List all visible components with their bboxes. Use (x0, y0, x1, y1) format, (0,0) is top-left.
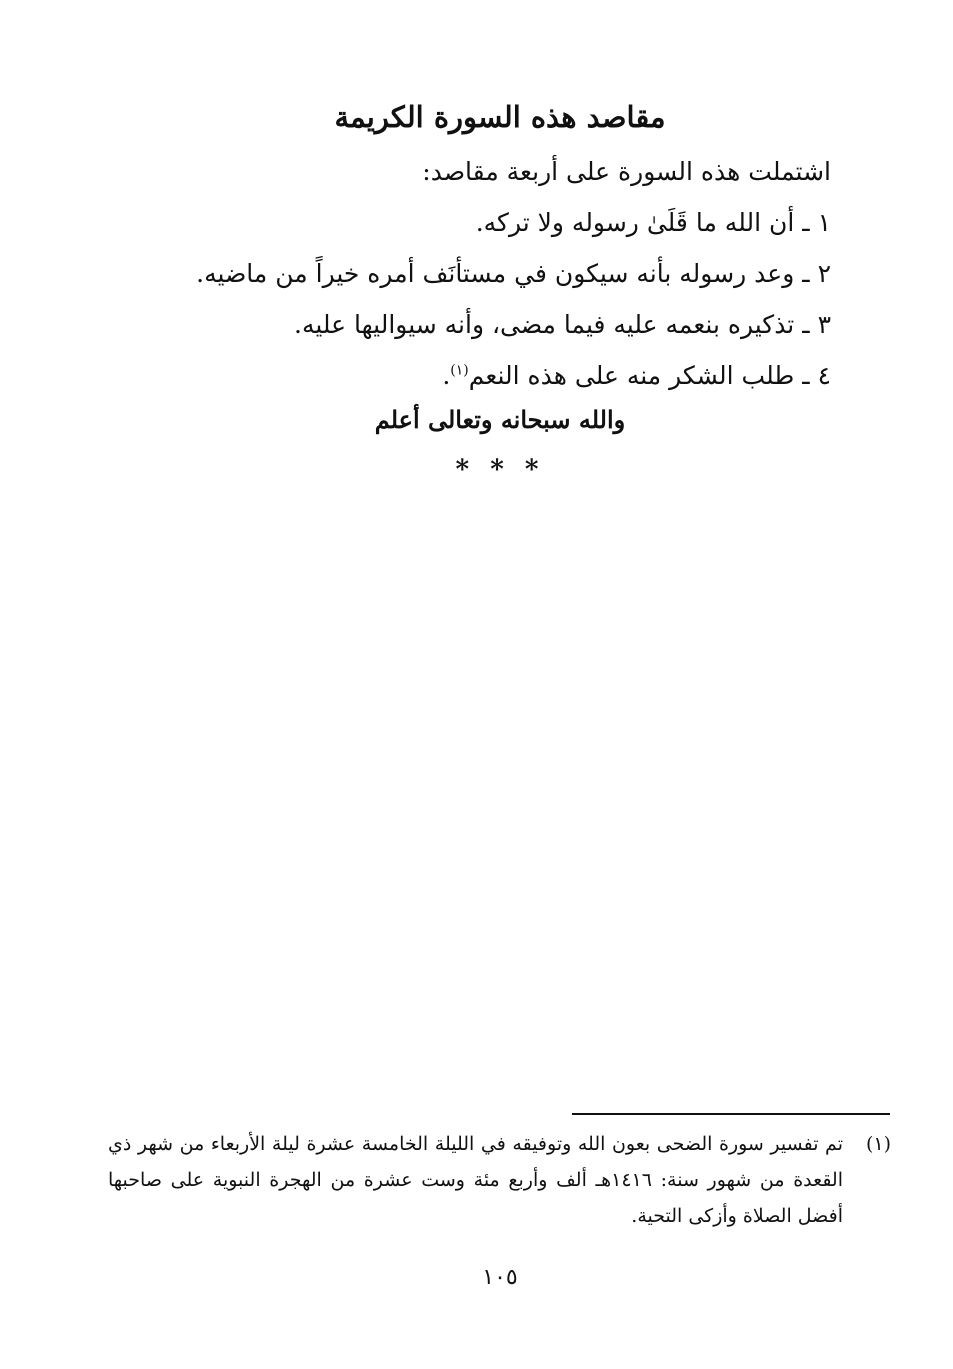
section-separator: * * * (455, 455, 545, 485)
point-text: طلب الشكر منه على هذه النعم (468, 361, 795, 390)
intro-line: اشتملت هذه السورة على أربعة مقاصد: (422, 157, 831, 186)
footnote-reference[interactable]: (١) (450, 362, 469, 379)
point-tail: . (442, 361, 451, 390)
page-number: ١٠٥ (482, 1265, 518, 1290)
section-title: مقاصد هذه السورة الكريمة (334, 100, 666, 134)
point-text: وعد رسوله بأنه سيكون في مستأنَف أمره خيراً من ماضيه. (196, 259, 795, 288)
point-number: ٤ ـ (802, 361, 831, 390)
point-number: ٣ ـ (802, 310, 831, 339)
point-4 (191, 350, 831, 401)
footnote-divider (572, 1113, 890, 1115)
point-3 (191, 299, 831, 350)
footnote-text: تم تفسير سورة الضحى بعون الله وتوفيقه في الليلة الخامسة عشرة ليلة الأربعاء من شهر ذي القعدة من شهور سنة: ١٤١٦هـ ألف وأربع مئة وست عشرة من الهجرة النبوية على صاحبها أفضل الصلاة وأزكى التحية. (108, 1133, 843, 1227)
footnote-marker: (١) (865, 1133, 891, 1155)
point-number: ١ ـ (802, 208, 831, 237)
point-text: أن الله ما قَلَىٰ رسوله ولا تركه. (475, 208, 795, 237)
body-text (191, 146, 831, 401)
point-text: تذكيره بنعمه عليه فيما مضى، وأنه سيواليها عليه. (294, 310, 795, 339)
point-number: ٢ ـ (802, 259, 831, 288)
point-1 (191, 197, 831, 248)
point-2 (191, 248, 831, 299)
closing-phrase: والله سبحانه وتعالى أعلم (374, 405, 626, 434)
